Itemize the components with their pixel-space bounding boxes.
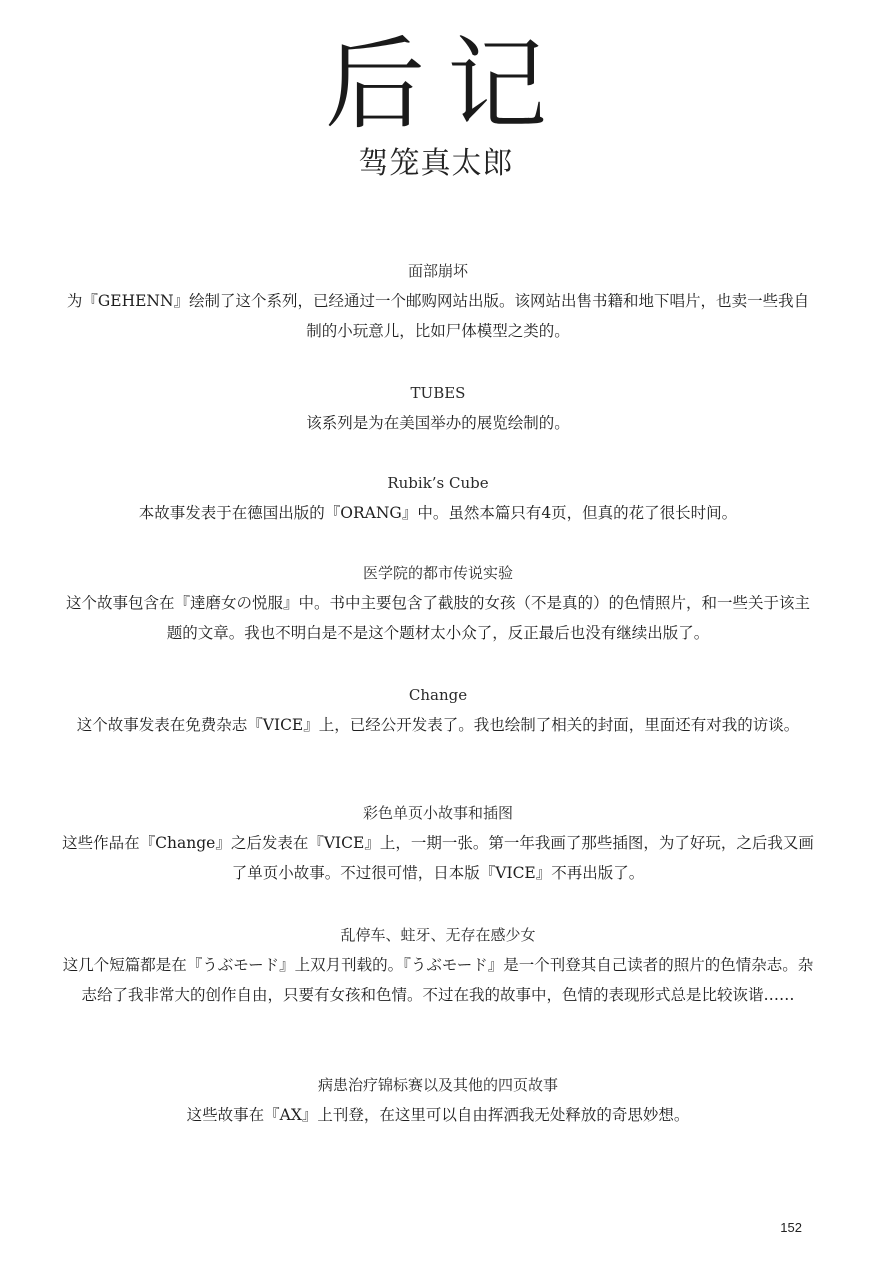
section-body: 为『GEHENN』绘制了这个系列，已经通过一个邮购网站出版。该网站出售书籍和地下唱片，也卖一些我自制的小玩意儿，比如尸体模型之类的。 (66, 292, 810, 340)
section-medical-school (62, 558, 814, 648)
section-body: 该系列是为在美国举办的展览绘制的。 (306, 414, 570, 432)
section-title: Change (408, 686, 468, 704)
section-tubes (62, 378, 814, 438)
section-title: 病患治疗锦标赛以及其他的四页故事 (317, 1076, 558, 1094)
section-title: 面部崩坏 (407, 262, 468, 280)
section-title: 医学院的都市传说实验 (362, 564, 513, 582)
section-color-pages (62, 798, 814, 888)
section-title: 彩色单页小故事和插图 (362, 804, 513, 822)
section-title: 乱停车、蛀牙、无存在感少女 (340, 926, 536, 944)
page-title: 后记 (325, 26, 569, 143)
section-short-stories (62, 920, 814, 1010)
section-body: 这几个短篇都是在『うぶモード』上双月刊载的。『うぶモード』是一个刊登其自己读者的照片的色情杂志。杂志给了我非常大的创作自由，只要有女孩和色情。不过在我的故事中，色情的表现形式总是比较诙谐…… (62, 956, 814, 1004)
section-body: 这个故事发表在免费杂志『VICE』上，已经公开发表了。我也绘制了相关的封面，里面还有对我的访谈。 (76, 716, 800, 734)
section-body: 这些故事在『AX』上刊登，在这里可以自由挥洒我无处释放的奇思妙想。 (186, 1106, 690, 1124)
section-title: TUBES (410, 384, 466, 402)
section-rubiks-cube (62, 468, 814, 528)
section-title: Rubik’s Cube (387, 474, 489, 492)
section-body: 本故事发表于在德国出版的『ORANG』中。虽然本篇只有4页，但真的花了很长时间。 (138, 504, 738, 522)
section-body: 这个故事包含在『達磨女の悦服』中。书中主要包含了截肢的女孩（不是真的）的色情照片，和一些关于该主题的文章。我也不明白是不是这个题材太小众了，反正最后也没有继续出版了。 (65, 594, 810, 642)
author-name: 驾笼真太郎 (358, 146, 514, 181)
section-patient-treatment (62, 1070, 814, 1130)
section-face-collapse (62, 256, 814, 346)
section-change (62, 680, 814, 740)
page-number: 152 (780, 1220, 802, 1235)
section-body: 这些作品在『Change』之后发表在『VICE』上，一期一张。第一年我画了那些插图，为了好玩，之后我又画了单页小故事。不过很可惜，日本版『VICE』不再出版了。 (62, 834, 814, 882)
